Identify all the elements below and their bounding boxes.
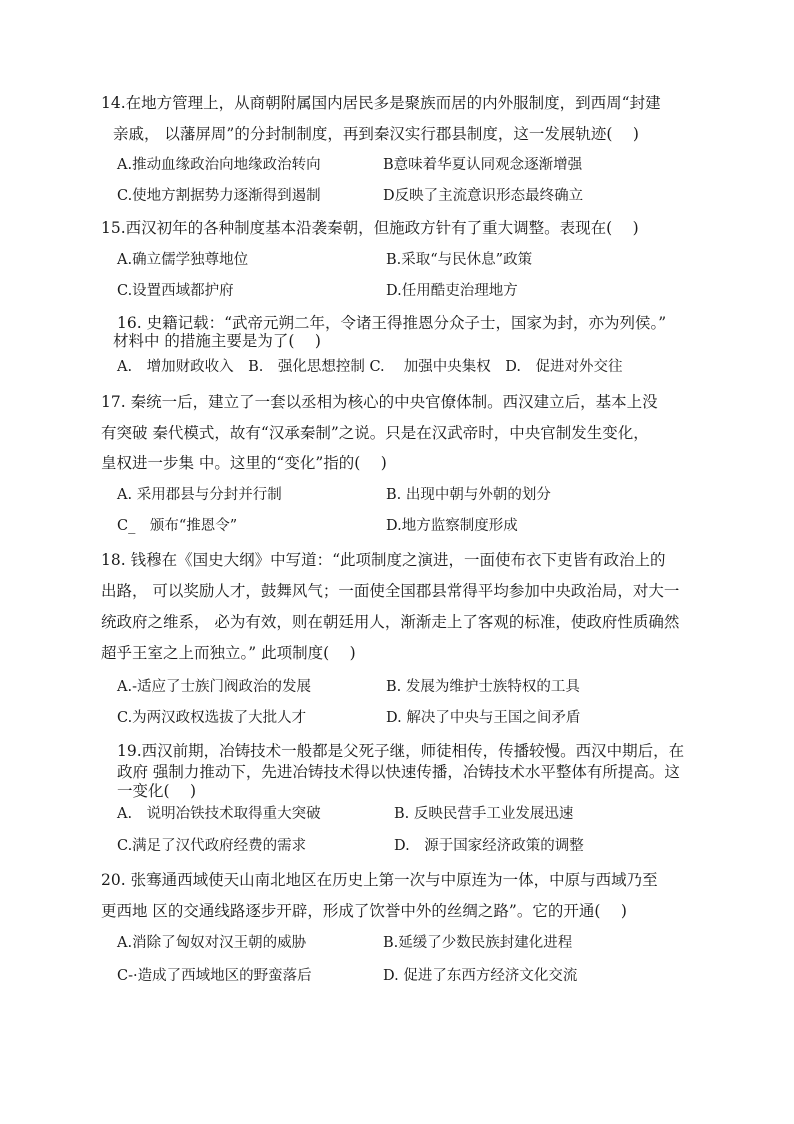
q17-option-b: B. 出现中朝与外朝的划分: [386, 487, 551, 503]
q20-option-c: C-·造成了西域地区的野蛮落后: [117, 968, 312, 984]
q15-option-b: B.采取“与民休息”政策: [386, 252, 533, 268]
q18-option-d: D. 解决了中央与王国之间矛盾: [386, 710, 581, 726]
q20-option-d: D. 促进了东西方经济文化交流: [383, 968, 578, 984]
q20-option-b: B.延缓了少数民族封建化进程: [383, 935, 573, 951]
q14-option-c: C.使地方割据势力逐渐得到遏制: [117, 188, 321, 204]
q17-stem-line-2: 有突破 秦代模式，故有“汉承秦制”之说。只是在汉武帝时，中央官制发生变化，: [101, 424, 649, 442]
q19-option-d: D. 源于国家经济政策的调整: [394, 838, 584, 854]
q14-option-b: B意味着华夏认同观念逐渐增强: [383, 157, 583, 173]
q18-stem-line-3: 统政府之维系， 必为有效，则在朝廷用人，渐渐走上了客观的标准，使政府性质确然: [101, 613, 680, 631]
q17-option-a: A. 采用郡县与分封并行制: [117, 487, 282, 503]
q15-option-c: C.设置西域都护府: [117, 283, 234, 299]
q19-option-b: B. 反映民营手工业发展迅速: [394, 806, 574, 822]
q19-option-c: C.满足了汉代政府经费的需求: [117, 838, 307, 854]
q19-stem-line-2: 政府 强制力推动下，先进冶铸技术得以快速传播，冶铸技术水平整体有所提高。这: [117, 763, 680, 781]
q19-stem-line-1: 19.西汉前期，冶铸技术一般都是父死子继，师徒相传，传播较慢。西汉中期后，在: [117, 742, 685, 760]
q14-stem-line-1: 14.在地方管理上，从商朝附属国内居民多是聚族而居的内外服制度，到西周“封建: [101, 94, 661, 112]
q16-stem-line-2: 材料中 的措施主要是为了( ): [113, 332, 321, 350]
q18-stem-line-1: 18. 钱穆在《国史大纲》中写道：“此项制度之演进，一面使布衣下吏皆有政治上的: [101, 551, 666, 569]
q18-option-c: C.为两汉政权选拔了大批人才: [117, 710, 307, 726]
q14-option-a: A.推动血缘政治向地缘政治转向: [117, 157, 321, 173]
q18-stem-line-4: 超乎王室之上而独立。” 此项制度( ): [101, 644, 356, 662]
q15-stem-line-1: 15.西汉初年的各种制度基本沿袭秦朝，但施政方针有了重大调整。表现在( ): [101, 219, 639, 237]
q20-option-a: A.消除了匈奴对汉王朝的威胁: [117, 935, 307, 951]
q19-stem-line-3: 一变化( ): [117, 782, 197, 800]
q19-option-a: A. 说明冶铁技术取得重大突破: [117, 806, 321, 822]
q18-option-a: A.-适应了士族门阀政治的发展: [117, 679, 311, 695]
q14-stem-line-2: 亲戚， 以藩屏周”的分封制制度，再到秦汉实行郡县制度，这一发展轨迹( ): [113, 125, 639, 143]
q17-option-c: C_ 颁布“推恩令”: [117, 518, 238, 534]
q14-option-d: D反映了主流意识形态最终确立: [383, 188, 584, 204]
q20-stem-line-1: 20. 张骞通西域使天山南北地区在历史上第一次与中原连为一体，中原与西域乃至: [101, 871, 658, 889]
q18-option-b: B. 发展为维护士族特权的工具: [386, 679, 580, 695]
q17-option-d: D.地方监察制度形成: [386, 518, 518, 534]
q17-stem-line-3: 皇权进一步集 中。这里的“变化”指的( ): [101, 454, 387, 472]
q16-stem-line-1: 16. 史籍记载：“武帝元朔二年，令诸王得推恩分众子士，国家为封，亦为列侯。”: [117, 314, 667, 332]
q20-stem-line-2: 更西地 区的交通线路逐步开辟，形成了饮誉中外的丝绸之路”。它的开通( ): [101, 902, 627, 920]
q15-option-d: D.任用酷吏治理地方: [386, 283, 518, 299]
q17-stem-line-1: 17. 秦统一后，建立了一套以丞相为核心的中央官僚体制。西汉建立后，基本上没: [101, 393, 658, 411]
q16-options: A. 增加财政收入 B. 强化思想控制 C. 加强中央集权 D. 促进对外交往: [117, 359, 623, 375]
q18-stem-line-2: 出路， 可以奖励人才，鼓舞风气；一面使全国郡县常得平均参加中央政治局，对大一: [101, 582, 680, 600]
q15-option-a: A.确立儒学独尊地位: [117, 252, 249, 268]
